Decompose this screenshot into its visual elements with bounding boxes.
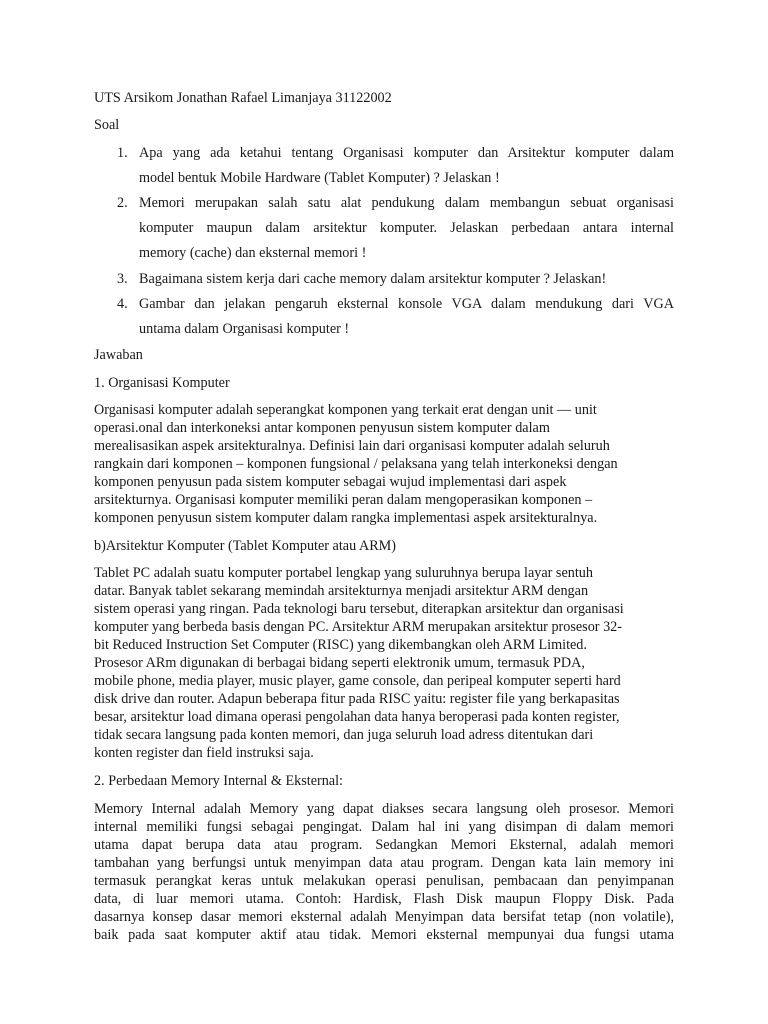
paragraph-line: baik pada saat komputer aktif atau tidak. Memori eksternal mempunyai dua fungsi utama	[94, 927, 674, 943]
document-title: UTS Arsikom Jonathan Rafael Limanjaya 31122002	[94, 90, 392, 106]
paragraph-line: operasi.onal dan interkoneksi antar komponen penyusun sistem komputer dalam	[94, 420, 550, 436]
question-number: 3.	[117, 271, 128, 287]
paragraph-line: sistem operasi yang ringan. Pada teknologi baru tersebut, diterapkan arsitektur dan organisasi	[94, 601, 624, 617]
paragraph-line: Tablet PC adalah suatu komputer portabel lengkap yang suluruhnya berupa layar sentuh	[94, 565, 593, 581]
question-line: Memori merupakan salah satu alat pendukung dalam membangun sebuat organisasi	[139, 195, 674, 211]
soal-label: Soal	[94, 117, 120, 133]
paragraph-line: komponen penyusun sistem komputer dalam rangka implementasi aspek arsitekturalnya.	[94, 510, 598, 526]
paragraph-line: tidak secara langsung pada konten memori, dan juga seluruh load adress ditentukan dari	[94, 727, 594, 743]
question-line: model bentuk Mobile Hardware (Tablet Komputer) ? Jelaskan !	[139, 170, 500, 186]
paragraph-line: komputer yang berbeda basis dengan PC. Arsitektur ARM merupakan arsitektur prosesor 32-	[94, 619, 622, 635]
question-number: 2.	[117, 195, 128, 211]
paragraph-line: internal memiliki fungsi sebagai pengingat. Dalam hal ini yang disimpan di dalam memori	[94, 819, 674, 835]
question-line: memory (cache) dan eksternal memori !	[139, 245, 367, 261]
paragraph-line: besar, arsitektur load dimana operasi pengolahan data hanya beroperasi pada konten register,	[94, 709, 620, 725]
question-line: untama dalam Organisasi komputer !	[139, 321, 350, 337]
paragraph-line: komponen penyusun pada sistem komputer sebagai wujud implementasi dari aspek	[94, 474, 567, 490]
section-heading: 2. Perbedaan Memory Internal & Eksternal:	[94, 773, 343, 789]
paragraph-line: datar. Banyak tablet sekarang memindah arsitekturnya menjadi arsitektur ARM dengan	[94, 583, 589, 599]
section-heading: 1. Organisasi Komputer	[94, 375, 230, 391]
paragraph-line: termasuk perangkat keras untuk melakukan operasi penulisan, pembacaan dan penyimpanan	[94, 873, 674, 889]
paragraph-line: Memory Internal adalah Memory yang dapat diakses secara langsung oleh prosesor. Memori	[94, 801, 674, 817]
paragraph-line: bit Reduced Instruction Set Computer (RISC) yang dikembangkan oleh ARM Limited.	[94, 637, 587, 653]
question-number: 4.	[117, 296, 128, 312]
paragraph-line: merealisasikan aspek arsitekturalnya. Definisi lain dari organisasi komputer adalah seluruh	[94, 438, 610, 454]
question-line: komputer maupun dalam arsitektur komputer. Jelaskan perbedaan antara internal	[139, 220, 674, 236]
paragraph-line: rangkain dari komponen – komponen fungsional / pelaksana yang telah interkoneksi dengan	[94, 456, 618, 472]
question-line: Apa yang ada ketahui tentang Organisasi komputer dan Arsitektur komputer dalam	[139, 145, 674, 161]
paragraph-line: mobile phone, media player, music player, game console, dan peripeal komputer seperti hard	[94, 673, 621, 689]
jawaban-label: Jawaban	[94, 347, 143, 363]
paragraph-line: dasarnya konsep dasar memori eksternal adalah Menyimpan data bersifat tetap (non volatile),	[94, 909, 674, 925]
paragraph-line: tambahan yang berfungsi untuk menyimpan data atau program. Dengan kata lain memory ini	[94, 855, 674, 871]
question-number: 1.	[117, 145, 128, 161]
paragraph-line: arsitekturnya. Organisasi komputer memiliki peran dalam mengoperasikan komponen –	[94, 492, 593, 508]
paragraph-line: utama dapat berupa data atau program. Sedangkan Memori Eksternal, adalah memori	[94, 837, 674, 853]
question-line: Gambar dan jelakan pengaruh eksternal konsole VGA dalam mendukung dari VGA	[139, 296, 674, 312]
paragraph-line: data, di luar memori utama. Contoh: Hardisk, Flash Disk maupun Floppy Disk. Pada	[94, 891, 674, 907]
paragraph-line: disk drive dan router. Adapun beberapa fitur pada RISC yaitu: register file yang berkapasitas	[94, 691, 620, 707]
paragraph-line: konten register dan field instruksi saja.	[94, 745, 314, 761]
section-heading: b)Arsitektur Komputer (Tablet Komputer atau ARM)	[94, 538, 396, 554]
question-line: Bagaimana sistem kerja dari cache memory dalam arsitektur komputer ? Jelaskan!	[139, 271, 607, 287]
paragraph-line: Organisasi komputer adalah seperangkat komponen yang terkait erat dengan unit — unit	[94, 402, 597, 418]
paragraph-line: Prosesor ARm digunakan di berbagai bidang seperti elektronik umum, termasuk PDA,	[94, 655, 585, 671]
